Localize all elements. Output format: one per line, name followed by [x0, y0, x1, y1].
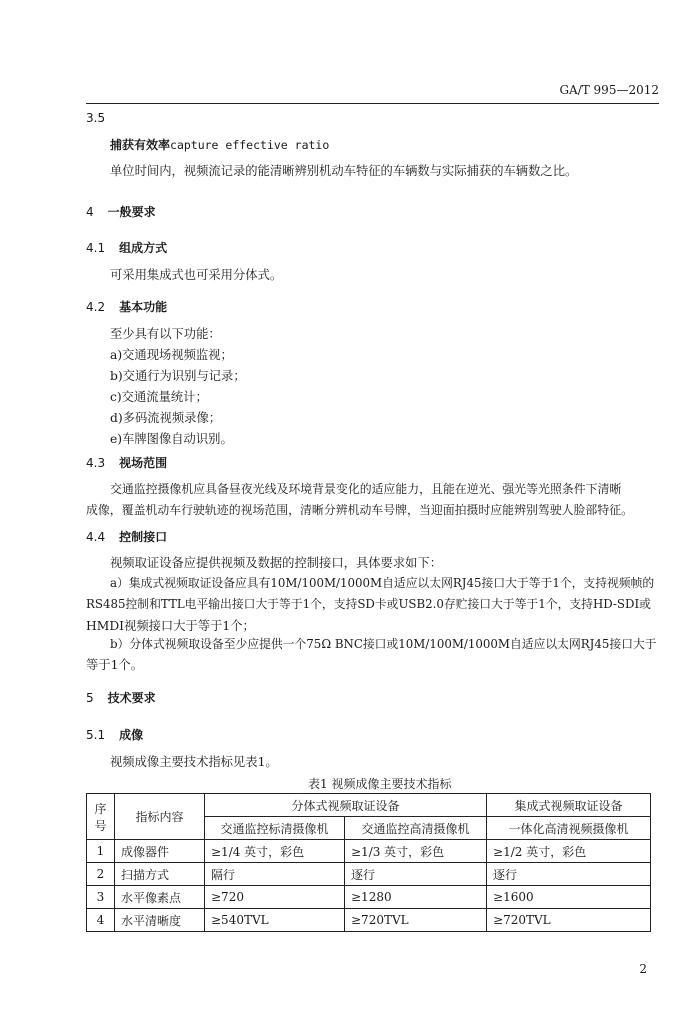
- page-number: 2: [639, 962, 647, 976]
- section-title: 视场范围: [119, 456, 168, 470]
- cell-seq: 1: [87, 840, 115, 863]
- header-group-integrated: 集成式视频取证设备: [487, 794, 651, 817]
- cell-item: 水平清晰度: [115, 909, 205, 932]
- list-item: d)多码流视频录像；: [110, 411, 222, 425]
- header-hd-camera: 交通监控高清摄像机: [345, 817, 487, 840]
- cell-seq: 3: [87, 886, 115, 909]
- section-title: 控制接口: [119, 530, 168, 544]
- paragraph-line: HMDI视频接口大于等于1个；: [86, 619, 255, 633]
- header-sd-camera: 交通监控标清摄像机: [205, 817, 345, 840]
- paragraph-line: 等于1个。: [86, 658, 144, 672]
- section-title: 组成方式: [119, 241, 168, 255]
- cell-value: ≥720TVL: [487, 909, 651, 932]
- section-title: 技术要求: [107, 691, 156, 705]
- header-item: 指标内容: [115, 794, 205, 840]
- section-4-2-heading: [86, 298, 167, 315]
- cell-value: 逐行: [487, 863, 651, 886]
- list-item: e)车牌图像自动识别。: [110, 432, 233, 446]
- cell-value: ≥1280: [345, 886, 487, 909]
- term-definition: 单位时间内，视频流记录的能清晰辨别机动车特征的车辆数与实际捕获的车辆数之比。: [110, 164, 578, 178]
- cell-value: ≥1/4 英寸，彩色: [205, 840, 345, 863]
- header-rule: [86, 103, 659, 104]
- table-row: [87, 886, 651, 909]
- spec-table: [86, 793, 651, 932]
- section-number: 5.1: [86, 728, 106, 742]
- section-number: 4.1: [86, 241, 106, 255]
- table-row: [87, 863, 651, 886]
- document-id: GA/T 995—2012: [559, 83, 659, 97]
- section-4-2-intro: 至少具有以下功能：: [110, 327, 221, 341]
- section-4-1-heading: [86, 239, 167, 256]
- section-5-1-heading: [86, 726, 143, 743]
- list-item: b)交通行为识别与记录；: [110, 369, 246, 383]
- section-number: 5: [86, 691, 94, 705]
- paragraph-line: 交通监控摄像机应具备昼夜光线及环境背景变化的适应能力，且能在逆光、强光等光照条件下清晰: [110, 482, 622, 496]
- cell-value: ≥1/3 英寸，彩色: [345, 840, 487, 863]
- header-seq: 序号: [87, 794, 115, 840]
- cell-value: ≥540TVL: [205, 909, 345, 932]
- header-integrated-camera: 一体化高清视频摄像机: [487, 817, 651, 840]
- cell-value: ≥720: [205, 886, 345, 909]
- paragraph-line: b）分体式视频取设备至少应提供一个75Ω BNC接口或10M/100M/1000M自适应以太网RJ45接口大于: [110, 637, 657, 651]
- section-5-1-text: 视频成像主要技术指标见表1。: [110, 755, 278, 769]
- section-title: 一般要求: [107, 205, 156, 219]
- cell-value: 逐行: [345, 863, 487, 886]
- table-caption: 表1 视频成像主要技术指标: [308, 777, 452, 791]
- cell-item: 扫描方式: [115, 863, 205, 886]
- section-3-5-number: 3.5: [86, 111, 106, 125]
- paragraph-line: RS485控制和TTL电平输出接口大于等于1个，支持SD卡或USB2.0存贮接口大于等于1个，支持HD-SDI或: [86, 597, 651, 611]
- section-4-3-heading: [86, 454, 167, 471]
- table-row: [87, 840, 651, 863]
- list-item: c)交通流量统计；: [110, 390, 208, 404]
- cell-value: 隔行: [205, 863, 345, 886]
- paragraph-line: 成像，覆盖机动车行驶轨迹的视场范围，清晰分辨机动车号牌，当迎面拍摄时应能辨别驾驶人脸部特征。: [86, 503, 633, 517]
- section-4-1-text: 可采用集成式也可采用分体式。: [110, 268, 283, 282]
- list-item: a)交通现场视频监视；: [110, 348, 233, 362]
- cell-value: ≥720TVL: [345, 909, 487, 932]
- cell-value: ≥1600: [487, 886, 651, 909]
- section-4-4-intro: 视频取证设备应提供视频及数据的控制接口，具体要求如下：: [110, 556, 443, 570]
- table-header-row: [87, 794, 651, 817]
- cell-seq: 4: [87, 909, 115, 932]
- term-english: capture effective ratio: [170, 138, 330, 152]
- cell-value: ≥1/2 英寸，彩色: [487, 840, 651, 863]
- section-number: 4.2: [86, 300, 106, 314]
- section-4-heading: [86, 203, 156, 220]
- cell-item: 成像器件: [115, 840, 205, 863]
- table-row: [87, 909, 651, 932]
- section-number: 4.3: [86, 456, 106, 470]
- term-entry: [110, 136, 329, 153]
- cell-item: 水平像素点: [115, 886, 205, 909]
- header-group-split: 分体式视频取证设备: [205, 794, 487, 817]
- section-number: 4.4: [86, 530, 106, 544]
- section-title: 成像: [119, 728, 144, 742]
- section-title: 基本功能: [119, 300, 168, 314]
- section-4-4-heading: [86, 528, 167, 545]
- section-number: 4: [86, 205, 94, 219]
- cell-seq: 2: [87, 863, 115, 886]
- term-chinese: 捕获有效率: [110, 138, 171, 152]
- paragraph-line: a）集成式视频取证设备应具有10M/100M/1000M自适应以太网RJ45接口大于等于1个，支持视频帧的: [110, 576, 655, 590]
- section-5-heading: [86, 689, 156, 706]
